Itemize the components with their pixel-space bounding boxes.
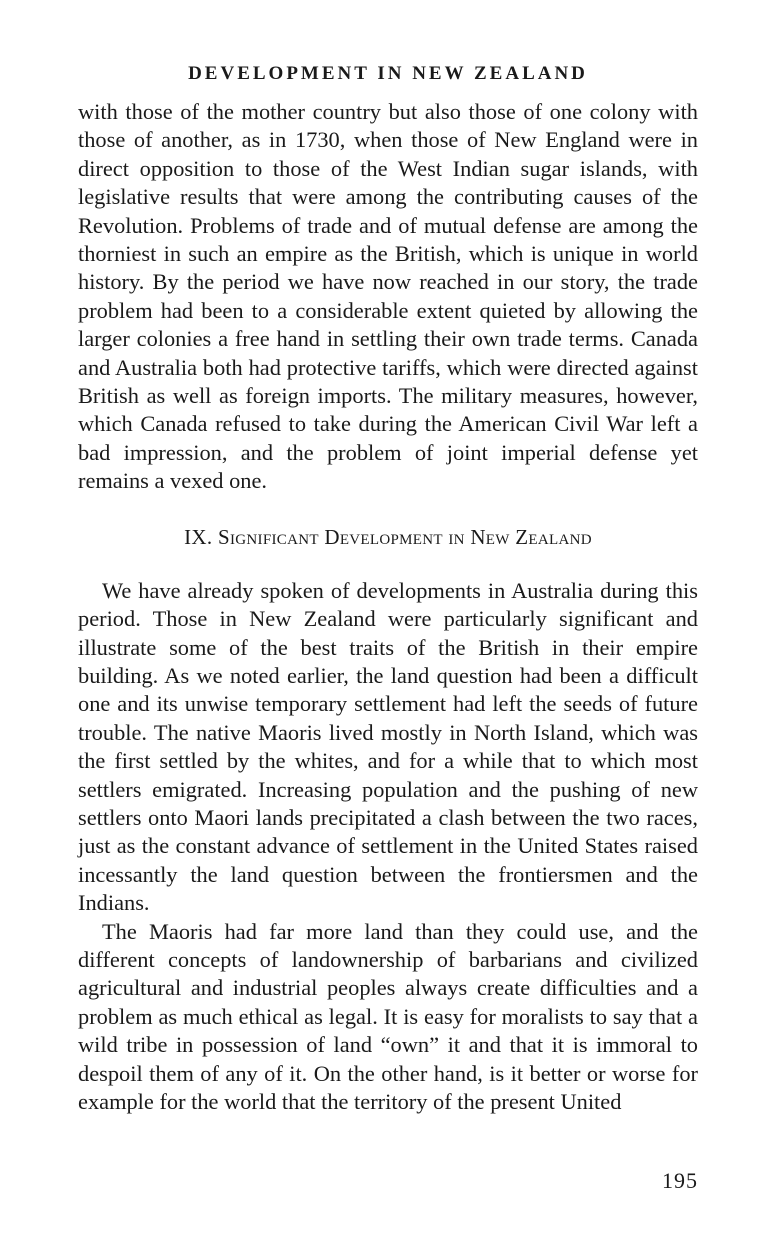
paragraph-2: We have already spoken of developments in Australia during this period. Those in New Zealand were particularly significant and illustrate some of the best traits of the British in their empire building. As we noted earlier, the land question had been a difficult one and its unwise temporary settlement had left the seeds of future trouble. The native Maoris lived mostly in North Island, which was the first settled by the whites, and for a while that to which most settlers emigrated. Increasing population and the pushing of new settlers onto Maori lands precipitated a clash between the two races, just as the constant advance of settlement in the United States raised incessantly the land question between the frontiersmen and the Indians. bbox=[78, 577, 698, 916]
page-body bbox=[78, 62, 698, 1116]
paragraph-3: The Maoris had far more land than they could use, and the different concepts of landownership of barbarians and civilized agricultural and industrial peoples always create difficulties and a problem as much ethical as legal. It is easy for moralists to say that a wild tribe in possession of land “own” it and that it is immoral to despoil them of any of it. On the other hand, is it better or worse for example for the world that the territory of the present United bbox=[78, 918, 698, 1114]
section-title: Significant Development in New Zealand bbox=[218, 524, 592, 549]
page-number: 195 bbox=[662, 1168, 698, 1193]
paragraph-1: with those of the mother country but also those of one colony with those of another, as in 1730, when those of New England were in direct opposition to those of the West Indian sugar islands, with legislative results that were among the contributing causes of the Revolution. Problems of trade and of mutual defense are among the thorniest in such an empire as the British, which is unique in world history. By the period we have now reached in our story, the trade problem had been to a considerable extent quieted by allowing the larger colonies a free hand in settling their own trade terms. Canada and Australia both had protective tariffs, which were directed against British as well as foreign imports. The military measures, however, which Canada refused to take during the American Civil War left a bad impression, and the problem of joint imperial defense yet remains a vexed one. bbox=[78, 99, 698, 494]
running-head: DEVELOPMENT IN NEW ZEALAND bbox=[188, 63, 588, 84]
section-heading bbox=[78, 523, 698, 551]
section-numeral: IX. bbox=[184, 524, 213, 549]
